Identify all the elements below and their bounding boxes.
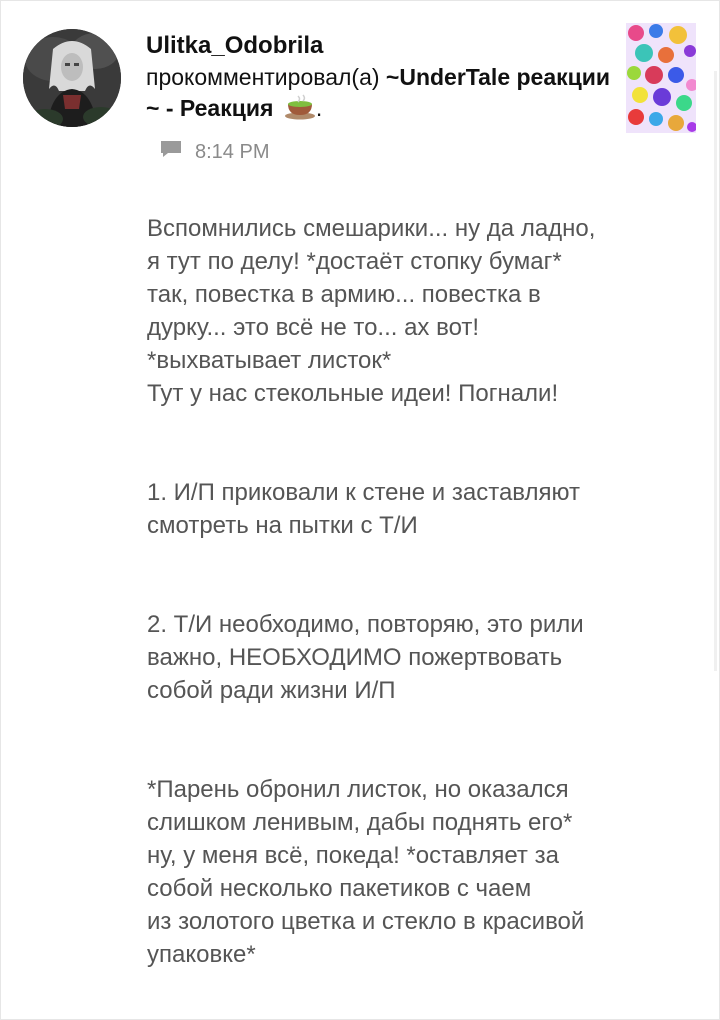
avatar-image	[23, 29, 121, 127]
comment-meta	[159, 141, 269, 163]
post-thumbnail[interactable]	[626, 23, 696, 133]
action-verb: прокомментировал(а)	[146, 64, 380, 90]
avatar[interactable]	[23, 29, 121, 127]
post-title-link[interactable]: ~UnderTale реакции ~ - Реакция	[146, 64, 611, 121]
comment-paragraph: 1. И/П приковали к стене и заставляют смотреть на пытки с Т/И	[147, 479, 580, 539]
comment-paragraph: 2. Т/И необходимо, повторяю, это рили важно, НЕОБХОДИМО пожертвовать собой ради жизни И/П	[147, 611, 584, 704]
post-thumbnail-image	[626, 23, 696, 133]
timestamp: 8:14 PM	[195, 140, 270, 163]
action-line	[146, 62, 616, 128]
comment-body	[147, 179, 607, 1004]
tea-cup-icon	[284, 94, 316, 128]
comment-paragraph: *Парень обронил листок, но оказался слишком ленивым, дабы поднять его* ну, у меня всё, покеда! *оставляет за собой несколько пакетиков с чаем из золотого цветка и стекло в красивой упаковке*	[147, 776, 585, 968]
scrollbar-track[interactable]	[714, 71, 717, 671]
comment-bubble-icon	[159, 139, 183, 165]
username-link[interactable]: Ulitka_Odobrila	[146, 32, 324, 59]
comment-paragraph: Вспомнились смешарики... ну да ладно, я тут по делу! *достаёт стопку бумаг* так, повестка в армию... повестка в дурку... это всё не то... ах вот! *выхватывает листок* Тут у нас стекольные идеи! Погнали!	[147, 215, 596, 407]
post-title-suffix: .	[315, 95, 323, 121]
comment-header	[146, 31, 616, 128]
